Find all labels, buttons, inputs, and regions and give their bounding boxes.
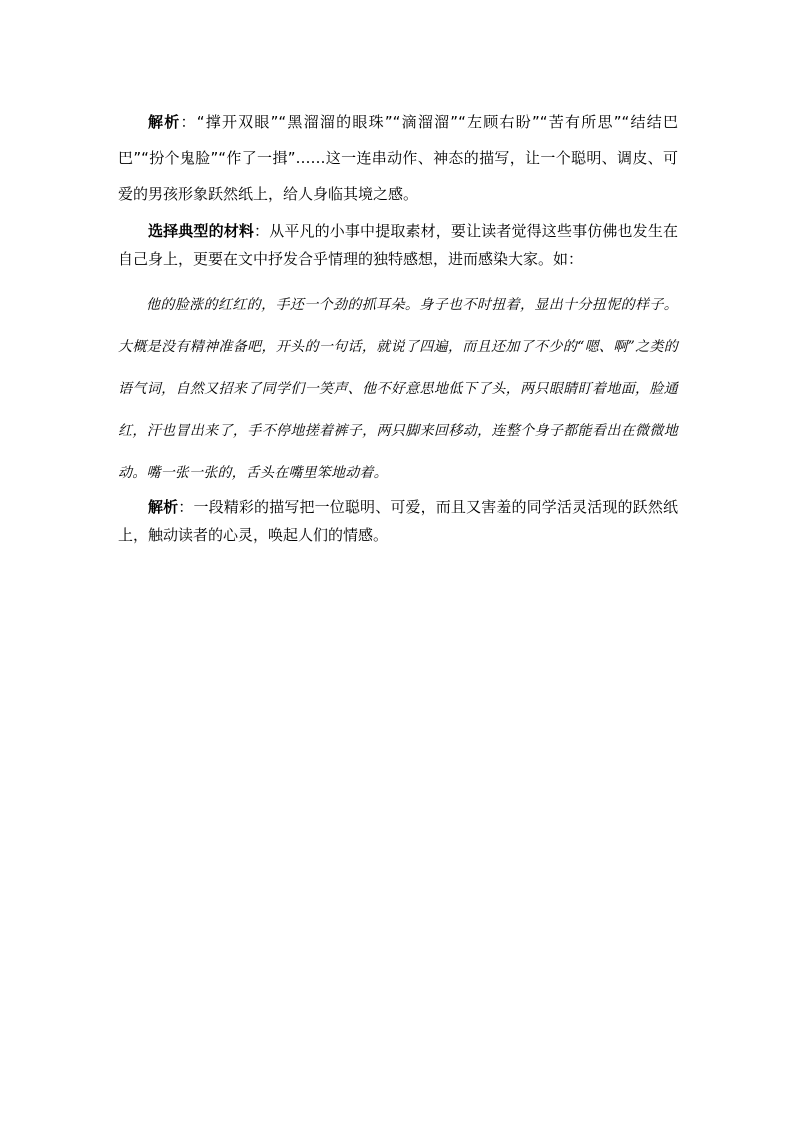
example-excerpt-text: 他的脸涨的红红的，手还一个劲的抓耳朵。身子也不时扭着，显出十分扭怩的样子。大概是没有精神准备吧，开头的一句话，就说了四遍，而且还加了不少的“嗯、啊”之类的语气词，自然又招来了同学们一笑声、他不好意思地低下了头，两只眼睛盯着地面，脸通红，汗也冒出来了，手不停地搓着裤子，两只脚来回移动，连整个身子都能看出在微微地动。嘴一张一张的，舌头在嘴里笨地动着。 (118, 297, 678, 481)
analysis-text: 一段精彩的描写把一位聪明、可爱，而且又害羞的同学活灵活现的跃然纸上，触动读者的心灵，唤起人们的情感。 (118, 498, 678, 544)
analysis-text: “撑开双眼”“黑溜溜的眼珠”“滴溜溜”“左顾右盼”“苦有所思”“结结巴巴”“扮个鬼脸”“作了一揖”……这一连串动作、神态的描写，让一个聪明、调皮、可爱的男孩形象跃然纸上，给人身临其境之感。 (118, 113, 678, 203)
example-excerpt-paragraph (118, 284, 678, 494)
label-separator: ： (254, 222, 270, 240)
typical-material-paragraph (118, 217, 678, 273)
analysis-label: 解析 (148, 113, 181, 131)
analysis-paragraph-2 (118, 493, 678, 549)
analysis-paragraph-1 (118, 104, 678, 212)
typical-material-text: 从平凡的小事中提取素材，要让读者觉得这些事仿佛也发生在自己身上，更要在文中抒发合乎情理的独特感想，进而感染大家。如： (118, 222, 678, 268)
analysis-label: 解析 (148, 498, 179, 516)
label-separator: ： (180, 113, 197, 131)
typical-material-label: 选择典型的材料 (148, 222, 255, 240)
label-separator: ： (178, 498, 194, 516)
